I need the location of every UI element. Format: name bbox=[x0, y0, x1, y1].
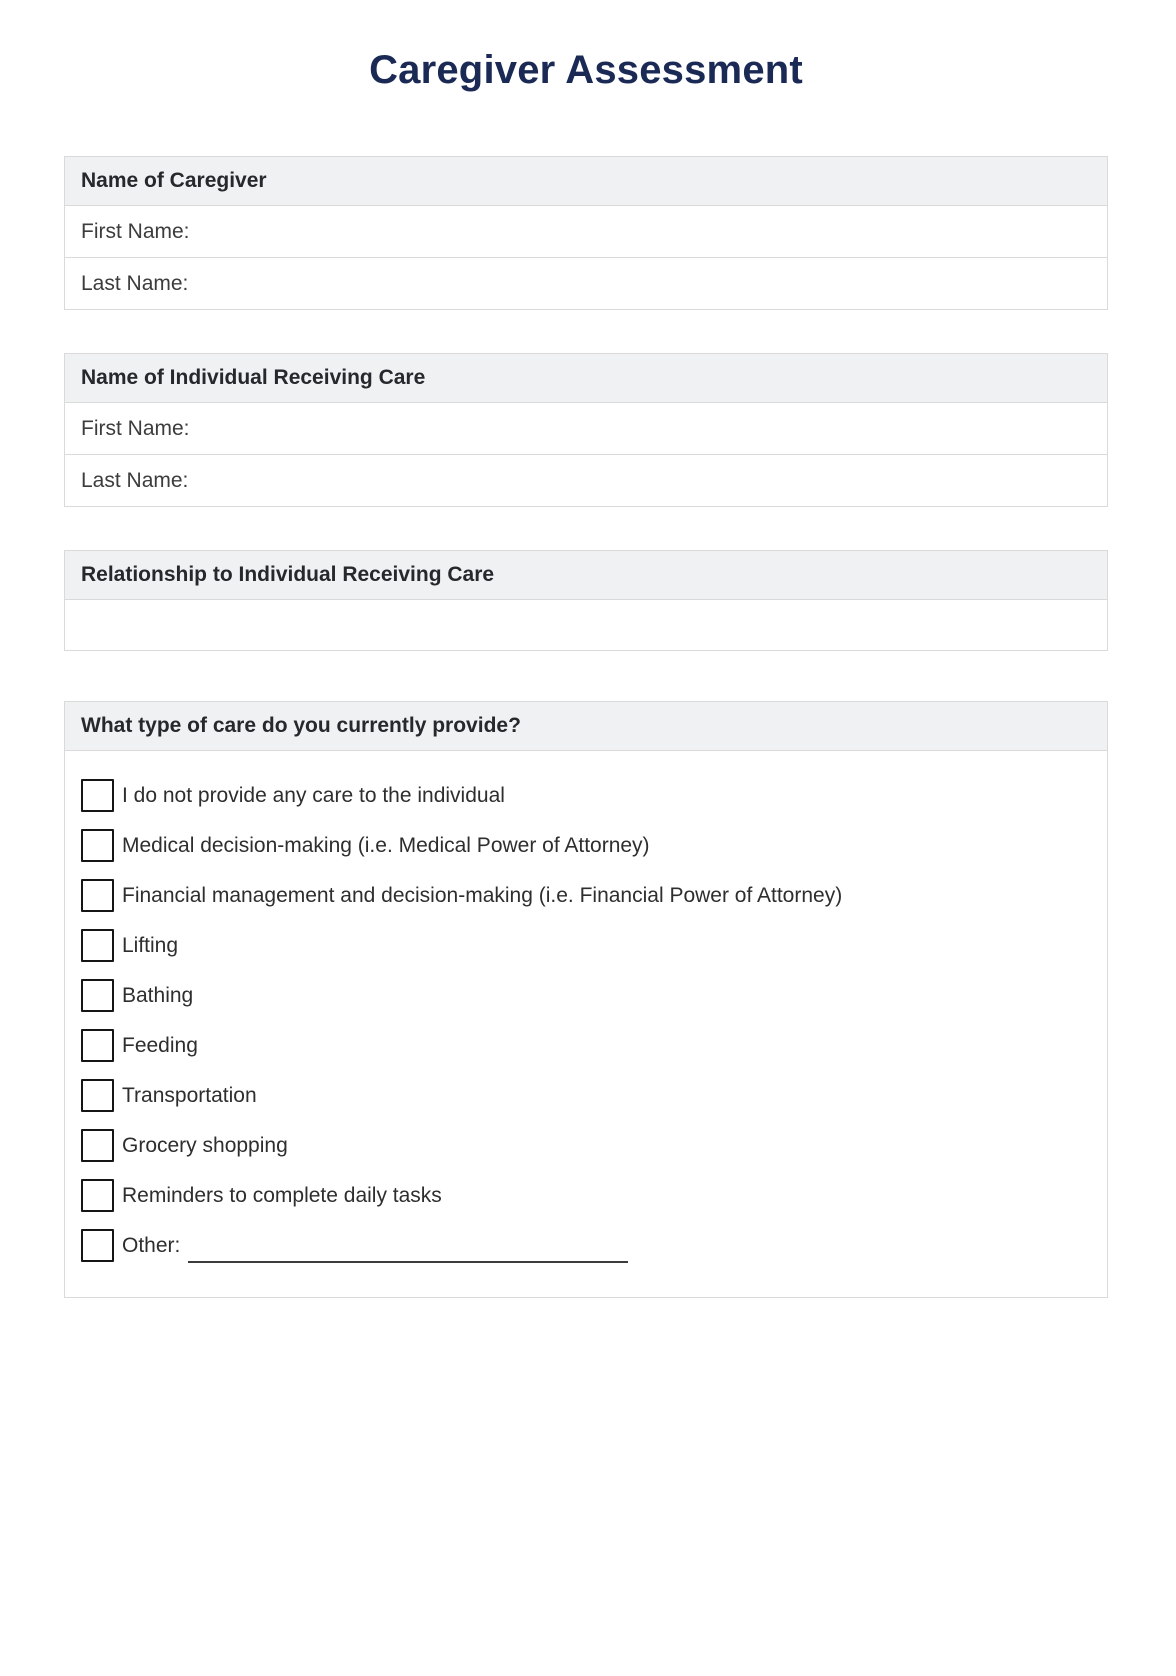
caregiver-first-name-field[interactable] bbox=[65, 205, 1107, 257]
care-option-no-care bbox=[81, 779, 1091, 812]
section-relationship bbox=[64, 550, 1108, 651]
section-relationship-header: Relationship to Individual Receiving Care bbox=[65, 551, 1107, 599]
checkbox-unchecked-icon[interactable] bbox=[81, 1029, 114, 1062]
checkbox-unchecked-icon[interactable] bbox=[81, 1229, 114, 1262]
recipient-first-name-field[interactable] bbox=[65, 402, 1107, 454]
section-caregiver-name-header: Name of Caregiver bbox=[65, 157, 1107, 205]
care-option-lifting bbox=[81, 929, 1091, 962]
recipient-last-name-label: Last Name: bbox=[81, 468, 189, 492]
document-page bbox=[64, 46, 1108, 1298]
caregiver-last-name-field[interactable] bbox=[65, 257, 1107, 309]
care-option-label: Reminders to complete daily tasks bbox=[122, 1183, 442, 1207]
care-option-label: Medical decision-making (i.e. Medical Power of Attorney) bbox=[122, 833, 650, 857]
care-option-medical-decision bbox=[81, 829, 1091, 862]
care-option-reminders bbox=[81, 1179, 1091, 1212]
caregiver-last-name-label: Last Name: bbox=[81, 271, 189, 295]
checkbox-unchecked-icon[interactable] bbox=[81, 929, 114, 962]
care-option-label: I do not provide any care to the individual bbox=[122, 783, 505, 807]
checkbox-unchecked-icon[interactable] bbox=[81, 1079, 114, 1112]
section-recipient-name bbox=[64, 353, 1108, 507]
checkbox-unchecked-icon[interactable] bbox=[81, 779, 114, 812]
section-care-type-header: What type of care do you currently provide? bbox=[65, 702, 1107, 750]
care-option-feeding bbox=[81, 1029, 1091, 1062]
recipient-first-name-label: First Name: bbox=[81, 416, 190, 440]
checkbox-unchecked-icon[interactable] bbox=[81, 979, 114, 1012]
care-option-label: Grocery shopping bbox=[122, 1133, 288, 1157]
page-title: Caregiver Assessment bbox=[369, 48, 803, 92]
care-option-label: Financial management and decision-making (i.e. Financial Power of Attorney) bbox=[122, 883, 843, 907]
care-option-bathing bbox=[81, 979, 1091, 1012]
care-option-label: Lifting bbox=[122, 933, 179, 957]
checkbox-unchecked-icon[interactable] bbox=[81, 1129, 114, 1162]
care-option-label: Other: bbox=[122, 1233, 181, 1257]
care-option-grocery-shopping bbox=[81, 1129, 1091, 1162]
care-option-label: Feeding bbox=[122, 1033, 198, 1057]
recipient-last-name-field[interactable] bbox=[65, 454, 1107, 506]
care-option-transportation bbox=[81, 1079, 1091, 1112]
care-type-options-list bbox=[65, 750, 1107, 1297]
section-care-type bbox=[64, 701, 1108, 1298]
caregiver-first-name-label: First Name: bbox=[81, 219, 190, 243]
checkbox-unchecked-icon[interactable] bbox=[81, 829, 114, 862]
care-option-other bbox=[81, 1229, 1091, 1262]
checkbox-unchecked-icon[interactable] bbox=[81, 879, 114, 912]
care-option-financial-management bbox=[81, 879, 1091, 912]
section-recipient-name-header: Name of Individual Receiving Care bbox=[65, 354, 1107, 402]
other-write-in-line[interactable] bbox=[188, 1233, 628, 1263]
relationship-field[interactable] bbox=[65, 599, 1107, 650]
care-option-label: Bathing bbox=[122, 983, 194, 1007]
checkbox-unchecked-icon[interactable] bbox=[81, 1179, 114, 1212]
care-option-label: Transportation bbox=[122, 1083, 257, 1107]
section-caregiver-name bbox=[64, 156, 1108, 310]
